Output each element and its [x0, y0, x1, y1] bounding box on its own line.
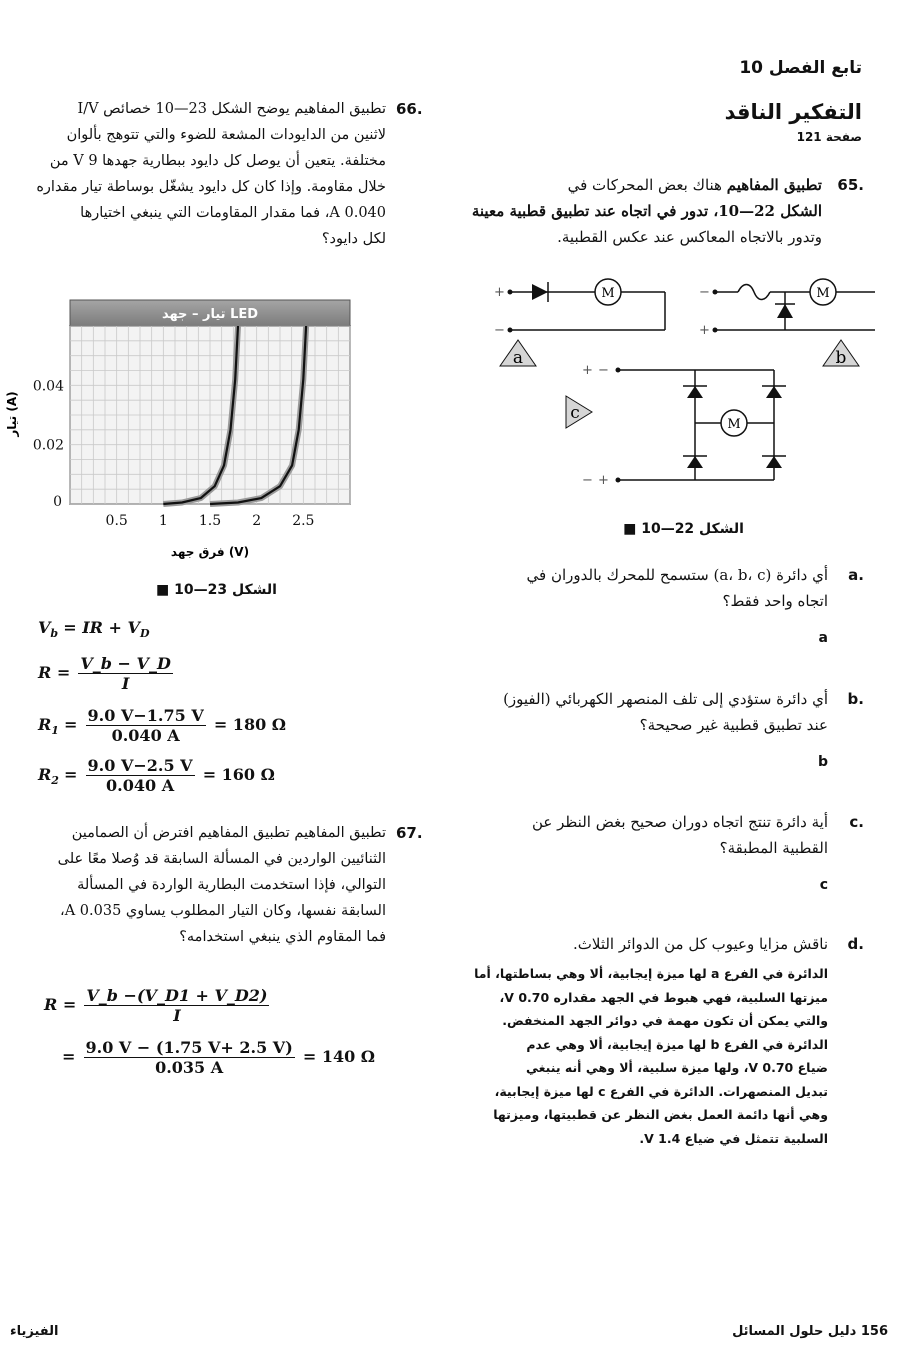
- motor-icon: [810, 279, 836, 305]
- svg-text:c: c: [570, 403, 580, 423]
- q66-eq2: R = $\frac{V\_b - V\_D}{I}$: [38, 654, 171, 693]
- q65-line2: الشكل 22—10، تدور في اتجاه عند تطبيق قطبية معينة: [471, 202, 822, 220]
- x-tick-label: 0.5: [105, 513, 128, 529]
- y-axis-label: تيار (A): [5, 391, 19, 437]
- part-d-letter: .d: [847, 935, 864, 953]
- minus-sign: −: [494, 323, 505, 338]
- plus-sign: +: [598, 473, 609, 488]
- page-reference: صفحة 121: [796, 130, 862, 144]
- iv-chart: [0, 294, 360, 564]
- part-d-question: ناقش مزايا وعيوب كل من الدوائر الثلاث.: [573, 935, 828, 953]
- motor-icon: [721, 410, 747, 436]
- y-tick-label: 0.02: [32, 437, 64, 454]
- svg-text:M: M: [601, 286, 615, 301]
- y-tick-label: 0.04: [32, 378, 64, 395]
- q65-number: .65: [837, 176, 864, 194]
- x-axis-label: فرق جهد (V): [170, 545, 250, 559]
- figure-caption-22-10: الشكل 22—10 ■: [623, 521, 744, 537]
- q65-line1: هناك بعض المحركات في: [567, 176, 722, 194]
- x-tick-label: 2: [252, 513, 262, 529]
- q67-eq1: R = $\frac{V\_b -(V\_D1 + V\_D2)}{I}$: [44, 986, 268, 1025]
- part-b-question: أي دائرة ستؤدي إلى تلف المنصهر الكهربائي (الفيوز) عند تطبيق قطبية غير صحيحة؟: [503, 690, 828, 734]
- plus-sign: +: [494, 285, 505, 300]
- q65-lead: تطبيق المفاهيم: [726, 176, 822, 194]
- square-bullet-icon: ■: [156, 582, 170, 598]
- part-a-letter: .a: [848, 566, 864, 584]
- part-c-question: أية دائرة تنتج اتجاه دوران صحيح بغض النظر عن القطبية المطبقة؟: [531, 813, 828, 857]
- label-a: [500, 340, 536, 368]
- x-tick-label: 1.5: [198, 513, 222, 529]
- q67-number: .67: [396, 824, 423, 842]
- section-heading: التفكير الناقد: [724, 100, 862, 124]
- svg-text:M: M: [727, 417, 741, 432]
- plus-sign: +: [699, 323, 710, 338]
- q67-stem: تطبيق المفاهيم تطبيق المفاهيم افترض أن الصمامين الثنائيين الواردين في المسألة السابقة قد وُصلا معًا على التوالي، فإذا استخدمت البطارية الواردة في المسألة السابقة نفسها، وكان التيار المطلوب يساوي 0.035 A، فما المقاوم الذي ينبغي استخدامه؟: [57, 825, 386, 945]
- part-a-question: أي دائرة (a، b، c) ستسمح للمحرك بالدوران في اتجاه واحد فقط؟: [526, 566, 828, 610]
- square-bullet-icon: ■: [623, 521, 637, 537]
- chart-title: تيار – جهد LED: [161, 307, 259, 322]
- q66-eq4: $R_2$ = $\frac{9.0 V-2.5 V}{0.040 A}$ = 160 Ω: [38, 756, 275, 795]
- part-b-letter: .b: [847, 690, 864, 708]
- q65-line3: وتدور بالاتجاه المعاكس عند عكس القطبية.: [557, 228, 822, 246]
- q65-stem: [452, 172, 822, 250]
- plus-sign: +: [582, 363, 593, 378]
- svg-text:a: a: [512, 348, 524, 368]
- minus-sign: −: [598, 363, 609, 378]
- svg-text:M: M: [816, 286, 830, 301]
- part-c-letter: .c: [849, 813, 864, 831]
- x-tick-label: 1: [158, 513, 168, 529]
- label-b: [823, 340, 859, 368]
- motor-icon: [595, 279, 621, 305]
- svg-text:b: b: [835, 348, 847, 368]
- x-tick-label: 2.5: [292, 513, 315, 529]
- q66-eq1: $V_b$ = IR + $V_D$: [38, 618, 150, 641]
- figure-caption-23-10: الشكل 23—10 ■: [156, 582, 277, 598]
- part-a-answer: a: [818, 630, 828, 646]
- footer-subject: الفيزياء: [10, 1324, 59, 1339]
- q66-number: .66: [396, 100, 423, 118]
- part-b-answer: b: [817, 754, 828, 770]
- y-tick-label: 0: [53, 494, 62, 510]
- part-d-answer: الدائرة في الفرع a لها ميزة إيجابية، ألا وهي بساطتها، أما ميزتها السلبية، فهي هبوط في الجهد مقداره 0.70 V، والتي يمكن أن تكون مهمة في دوائر الجهد المنخفض. الدائرة في الفرع b لها ميزة إيجابية، ألا وهي عدم ضياع 0.70 V، ولها ميزة سلبية، ألا وهي أنه ينبغي تبديل المنصهرات. الدائرة في الفرع c لها ميزة إيجابية، وهي أنها دائمة العمل بغض النظر عن قطبيتها، وميزتها السلبية تتمثل في ضياع 1.4 V.: [474, 966, 828, 1146]
- circuit-figure: [480, 268, 880, 508]
- footer-page-number: 156 دليل حلول المسائل: [732, 1324, 888, 1339]
- label-c: [566, 396, 592, 428]
- q66-eq3: $R_1$ = $\frac{9.0 V-1.75 V}{0.040 A}$ = 180 Ω: [38, 706, 287, 745]
- q66-stem: تطبيق المفاهيم يوضح الشكل 23—10 خصائص I/V لاثنين من الدايودات المشعة للضوء والتي تتوهج بألوان مختلفة. يتعين أن يوصل كل دايود ببطارية جهدها 9 V من خلال مقاومة. وإذا كان كل دايود يشغّل بوساطة تيار مقداره 0.040 A، فما مقدار المقاومات التي ينبغي اختيارها لكل دايود؟: [36, 101, 386, 247]
- minus-sign: −: [582, 473, 593, 488]
- part-c-answer: c: [819, 877, 828, 893]
- chapter-heading: تابع الفصل 10: [739, 58, 862, 78]
- q67-eq2: = $\frac{9.0 V - (1.75 V+ 2.5 V)}{0.035 A}$ = 140 Ω: [62, 1038, 376, 1077]
- minus-sign: −: [699, 285, 710, 300]
